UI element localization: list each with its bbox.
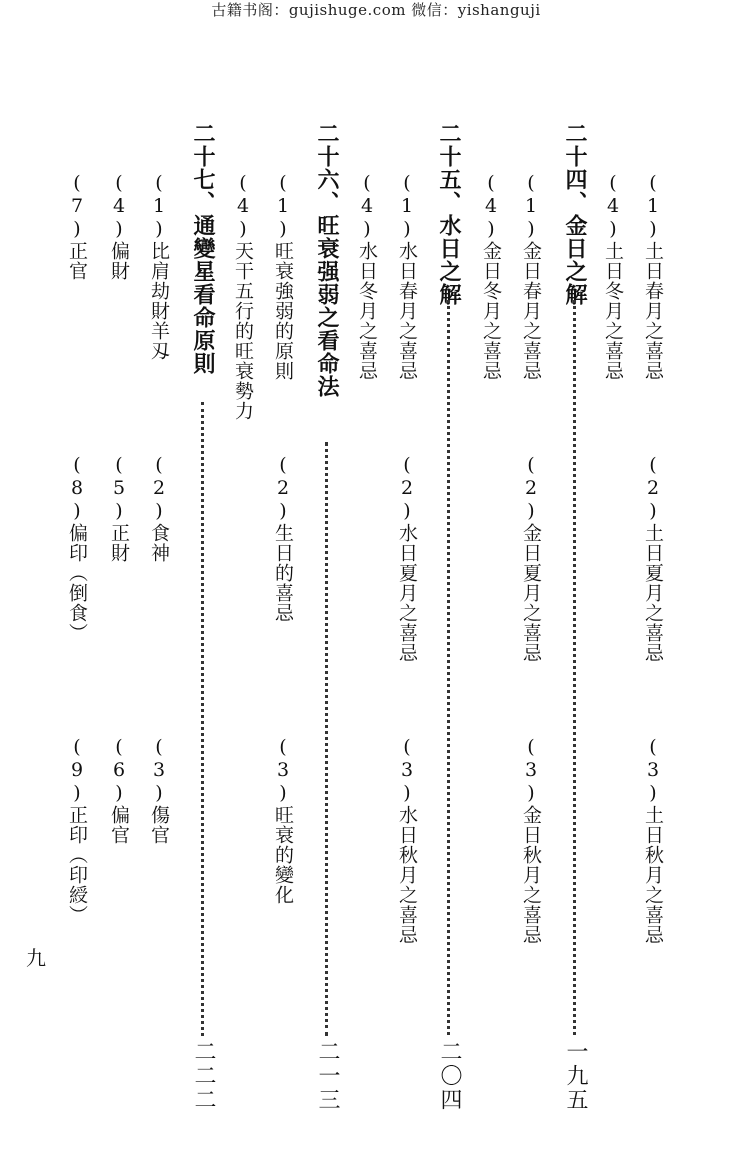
toc-entry: (3)傷官 bbox=[148, 736, 170, 845]
toc-entry: (4)偏財 bbox=[108, 172, 130, 281]
page-number: 九 bbox=[26, 946, 46, 970]
toc-entry-column bbox=[268, 0, 298, 1154]
toc-entry: (2)金日夏月之喜忌 bbox=[520, 454, 542, 663]
chapter-25-heading-column bbox=[432, 0, 466, 1154]
toc-entry: (3)水日秋月之喜忌 bbox=[396, 736, 418, 945]
chapter-26-heading-column bbox=[310, 0, 344, 1154]
chapter-27-heading-column bbox=[186, 0, 220, 1154]
toc-entry: (3)旺衰的變化 bbox=[272, 736, 294, 905]
dot-leader bbox=[201, 402, 204, 1036]
toc-entry-column bbox=[392, 0, 422, 1154]
chapter-page-number: 二〇四 bbox=[437, 1040, 462, 1112]
toc-entry-column bbox=[62, 0, 92, 1154]
chapter-title: 二十四、金日之解 bbox=[562, 122, 588, 306]
toc-entry: (4)土日冬月之喜忌 bbox=[602, 172, 624, 381]
toc-entry: (2)土日夏月之喜忌 bbox=[642, 454, 664, 663]
toc-entry: (8)偏印（倒食） bbox=[66, 454, 88, 643]
watermark-header: 古籍书阁：gujishuge.com 微信：yishanguji bbox=[211, 1, 541, 19]
dot-leader bbox=[573, 300, 576, 1035]
toc-entry-column bbox=[476, 0, 506, 1154]
toc-entry: (4)金日冬月之喜忌 bbox=[480, 172, 502, 381]
dot-leader bbox=[325, 442, 328, 1036]
toc-entry: (4)水日冬月之喜忌 bbox=[356, 172, 378, 381]
chapter-title: 二十七、通變星看命原則 bbox=[190, 122, 216, 375]
toc-entry: (1)旺衰強弱的原則 bbox=[272, 172, 294, 381]
toc-entry: (3)金日秋月之喜忌 bbox=[520, 736, 542, 945]
toc-entry: (1)水日春月之喜忌 bbox=[396, 172, 418, 381]
toc-entry: (9)正印（印綬） bbox=[66, 736, 88, 925]
toc-entry: (6)偏官 bbox=[108, 736, 130, 845]
chapter-page-number: 二一三 bbox=[315, 1040, 340, 1112]
toc-entry-column bbox=[144, 0, 174, 1154]
toc-entry-column bbox=[352, 0, 382, 1154]
toc-entry: (2)食神 bbox=[148, 454, 170, 563]
toc-entry: (2)生日的喜忌 bbox=[272, 454, 294, 623]
dot-leader bbox=[447, 300, 450, 1035]
chapter-24-heading-column bbox=[558, 0, 592, 1154]
toc-entry: (1)土日春月之喜忌 bbox=[642, 172, 664, 381]
chapter-title: 二十六、旺衰强弱之看命法 bbox=[314, 122, 340, 398]
toc-entry-column bbox=[598, 0, 628, 1154]
toc-entry-column bbox=[516, 0, 546, 1154]
toc-entry: (1)比肩劫財羊刄 bbox=[148, 172, 170, 361]
toc-entry: (7)正官 bbox=[66, 172, 88, 281]
toc-entry: (4)天干五行的旺衰勢力 bbox=[232, 172, 254, 421]
toc-entry-column bbox=[228, 0, 258, 1154]
chapter-title: 二十五、水日之解 bbox=[436, 122, 462, 306]
chapter-page-number: 一九五 bbox=[563, 1040, 588, 1112]
toc-entry-column bbox=[638, 0, 668, 1154]
toc-entry: (1)金日春月之喜忌 bbox=[520, 172, 542, 381]
toc-entry-column bbox=[104, 0, 134, 1154]
toc-entry: (2)水日夏月之喜忌 bbox=[396, 454, 418, 663]
toc-entry: (3)土日秋月之喜忌 bbox=[642, 736, 664, 945]
toc-entry: (5)正財 bbox=[108, 454, 130, 563]
chapter-page-number: 二二二 bbox=[191, 1040, 216, 1112]
